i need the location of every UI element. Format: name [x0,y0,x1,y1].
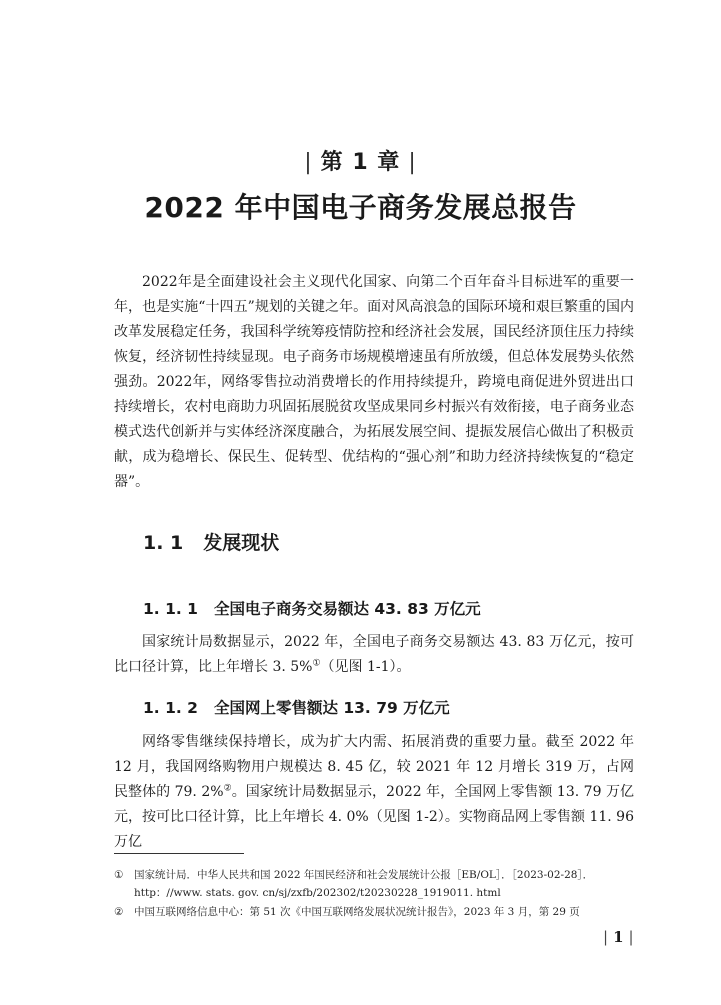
chapter-title: 2022 年中国电子商务发展总报告 [144,191,577,224]
section-number: 1. 1. 2 [143,699,198,717]
page-number-right-bar: | [628,928,634,946]
footnote-2 [114,903,634,921]
intro-paragraph [114,270,634,495]
paragraph-text: 国家统计局数据显示，2022 年，全国电子商务交易额达 43. 83 万亿元，按可比口径计算，比上年增长 3. 5% [114,634,634,675]
paragraph-text-cont: 。国家统计局数据显示，2022 年，全国网上零售额 13. 79 万亿元，按可比口径计算，比上年增长 4. 0%（见图 1-2）。实物商品网上零售额 11. 96 万亿 [114,784,634,850]
page-number-value: 1 [613,928,624,946]
footnote-divider [114,853,244,854]
footnote-text: 国家统计局．中华人民共和国 2022 年国民经济和社会发展统计公报［EB/OL］．［2023-02-28］． [134,869,594,881]
page-number [598,928,639,946]
footnote-mark: ② [114,906,124,918]
intro-text: 2022年是全面建设社会主义现代化国家、向第二个百年奋斗目标进军的重要一年，也是实施“十四五”规划的关键之年。面对风高浪急的国际环境和艰巨繁重的国内改革发展稳定任务，我国科学统筹疫情防控和经济社会发展，国民经济顶住压力持续恢复，经济韧性持续显现。电子商务市场规模增速虽有所放缓，但总体发展势头依然强劲。2022年，网络零售拉动消费增长的作用持续提升，跨境电商促进外贸进出口持续增长，农村电商助力巩固拓展脱贫攻坚成果同乡村振兴有效衔接，电子商务业态模式迭代创新并与实体经济深度融合，为拓展发展空间、提振发展信心做出了积极贡献，成为稳增长、保民生、促转型、优结构的“强心剂”和助力经济持续恢复的“稳定器”。 [114,274,634,490]
section-title: 全国电子商务交易额达 43. 83 万亿元 [213,600,481,618]
paragraph-text: 网络零售继续保持增长，成为扩大内需、拓展消费的重要力量。截至 2022 年 12 月，我国网络购物用户规模达 8. 45 亿，较 2021 年 12 月增长 319 万，占网民整体的 79. 2% [114,734,634,800]
chapter-label-left-bar: | [304,150,313,175]
footnote-1 [114,866,634,902]
chapter-label-right-bar: | [408,150,417,175]
page-number-left-bar: | [603,928,609,946]
section-number: 1. 1. 1 [143,600,198,618]
section-heading-1-1 [143,528,279,555]
section-title: 全国网上零售额达 13. 79 万亿元 [213,699,450,717]
footnote-url[interactable]: http：//www. stats. gov. cn/sj/zxfb/202302/t20230228_1919011. html [134,887,501,899]
section-heading-1-1-1 [143,597,481,619]
footnote-ref-2[interactable]: ② [223,783,232,794]
footnote-mark: ① [114,869,124,881]
paragraph-text-end: （见图 1-1）。 [320,659,411,675]
paragraph-1-1-1 [114,630,634,680]
paragraph-1-1-2 [114,730,634,855]
section-title: 发展现状 [203,532,280,554]
chapter-number: 第 1 章 [320,150,401,175]
footnote-text: 中国互联网络信息中心：第 51 次《中国互联网络发展状况统计报告》，2023 年 3 月，第 29 页 [134,906,580,918]
chapter-label [0,145,721,176]
footnote-ref-1[interactable]: ① [312,658,321,669]
section-heading-1-1-2 [143,696,450,718]
section-number: 1. 1 [143,532,184,554]
